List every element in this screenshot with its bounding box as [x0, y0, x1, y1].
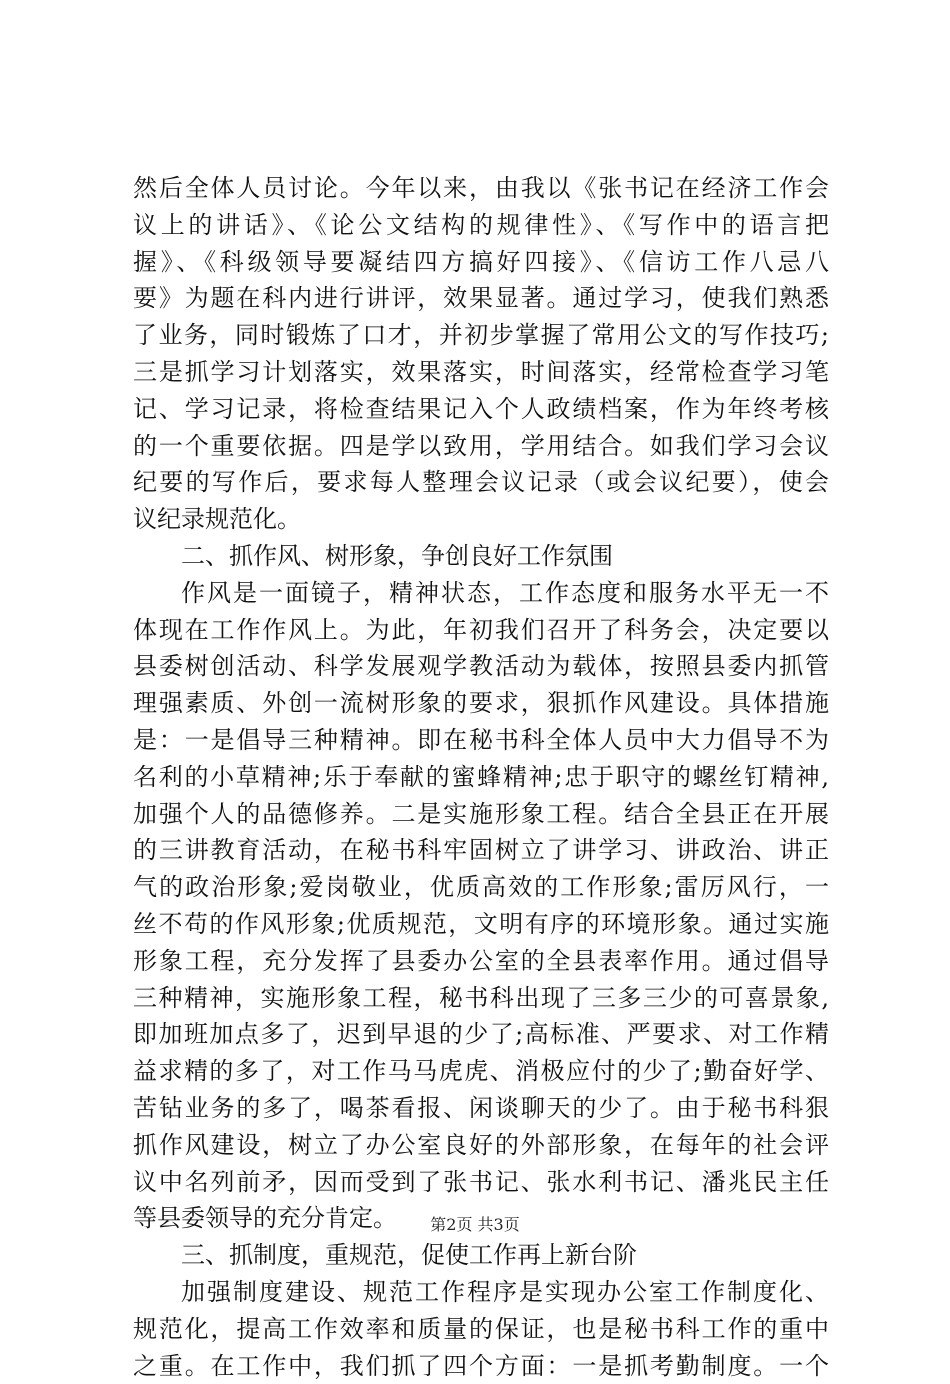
text-line: 记、学习记录，将检查结果记入个人政绩档案，作为年终考核	[133, 391, 829, 428]
text-line: 作风是一面镜子，精神状态，工作态度和服务水平无一不	[133, 575, 829, 612]
section-heading: 二、抓作风、树形象，争创良好工作氛围	[133, 538, 829, 575]
text-line: 了业务，同时锻炼了口才，并初步掌握了常用公文的写作技巧;	[133, 317, 829, 354]
text-line: 握》、《科级领导要凝结四方搞好四接》、《信访工作八忌八	[133, 244, 829, 281]
text-line: 益求精的多了，对工作马马虎虎、消极应付的少了;勤奋好学、	[133, 1053, 829, 1090]
text-line: 形象工程，充分发挥了县委办公室的全县表率作用。通过倡导	[133, 943, 829, 980]
text-line: 理强素质、外创一流树形象的要求，狠抓作风建设。具体措施	[133, 685, 829, 722]
text-line: 抓作风建设，树立了办公室良好的外部形象，在每年的社会评	[133, 1127, 829, 1164]
page-number-footer: 第2页 共3页	[0, 1214, 950, 1236]
text-line: 三种精神，实施形象工程，秘书科出现了三多三少的可喜景象,	[133, 980, 829, 1017]
text-line: 苦钻业务的多了，喝茶看报、闲谈聊天的少了。由于秘书科狠	[133, 1090, 829, 1127]
text-line: 议纪录规范化。	[133, 501, 829, 538]
text-line: 之重。在工作中，我们抓了四个方面：一是抓考勤制度。一个	[133, 1348, 829, 1384]
text-line: 即加班加点多了，迟到早退的少了;高标准、严要求、对工作精	[133, 1016, 829, 1053]
text-line: 等县委领导的充分肯定。	[133, 1200, 829, 1237]
text-line: 加强个人的品德修养。二是实施形象工程。结合全县正在开展	[133, 796, 829, 833]
text-line: 县委树创活动、科学发展观学教活动为载体，按照县委内抓管	[133, 648, 829, 685]
text-line: 加强制度建设、规范工作程序是实现办公室工作制度化、	[133, 1274, 829, 1311]
text-line: 然后全体人员讨论。今年以来，由我以《张书记在经济工作会	[133, 170, 829, 207]
text-line: 是：一是倡导三种精神。即在秘书科全体人员中大力倡导不为	[133, 722, 829, 759]
text-line: 要》为题在科内进行讲评，效果显著。通过学习，使我们熟悉	[133, 280, 829, 317]
text-line: 三是抓学习计划落实，效果落实，时间落实，经常检查学习笔	[133, 354, 829, 391]
text-line: 纪要的写作后，要求每人整理会议记录（或会议纪要），使会	[133, 464, 829, 501]
text-line: 丝不苟的作风形象;优质规范，文明有序的环境形象。通过实施	[133, 906, 829, 943]
text-line: 名利的小草精神;乐于奉献的蜜蜂精神;忠于职守的螺丝钉精神,	[133, 759, 829, 796]
text-line: 议中名列前矛，因而受到了张书记、张水利书记、潘兆民主任	[133, 1164, 829, 1201]
text-line: 议上的讲话》、《论公文结构的规律性》、《写作中的语言把	[133, 207, 829, 244]
text-line: 体现在工作作风上。为此，年初我们召开了科务会，决定要以	[133, 612, 829, 649]
text-line: 规范化，提高工作效率和质量的保证，也是秘书科工作的重中	[133, 1311, 829, 1348]
section-heading: 三、抓制度，重规范，促使工作再上新台阶	[133, 1237, 829, 1274]
document-body	[133, 170, 829, 1384]
text-line: 的三讲教育活动，在秘书科牢固树立了讲学习、讲政治、讲正	[133, 832, 829, 869]
text-line: 气的政治形象;爱岗敬业，优质高效的工作形象;雷厉风行，一	[133, 869, 829, 906]
text-line: 的一个重要依据。四是学以致用，学用结合。如我们学习会议	[133, 428, 829, 465]
